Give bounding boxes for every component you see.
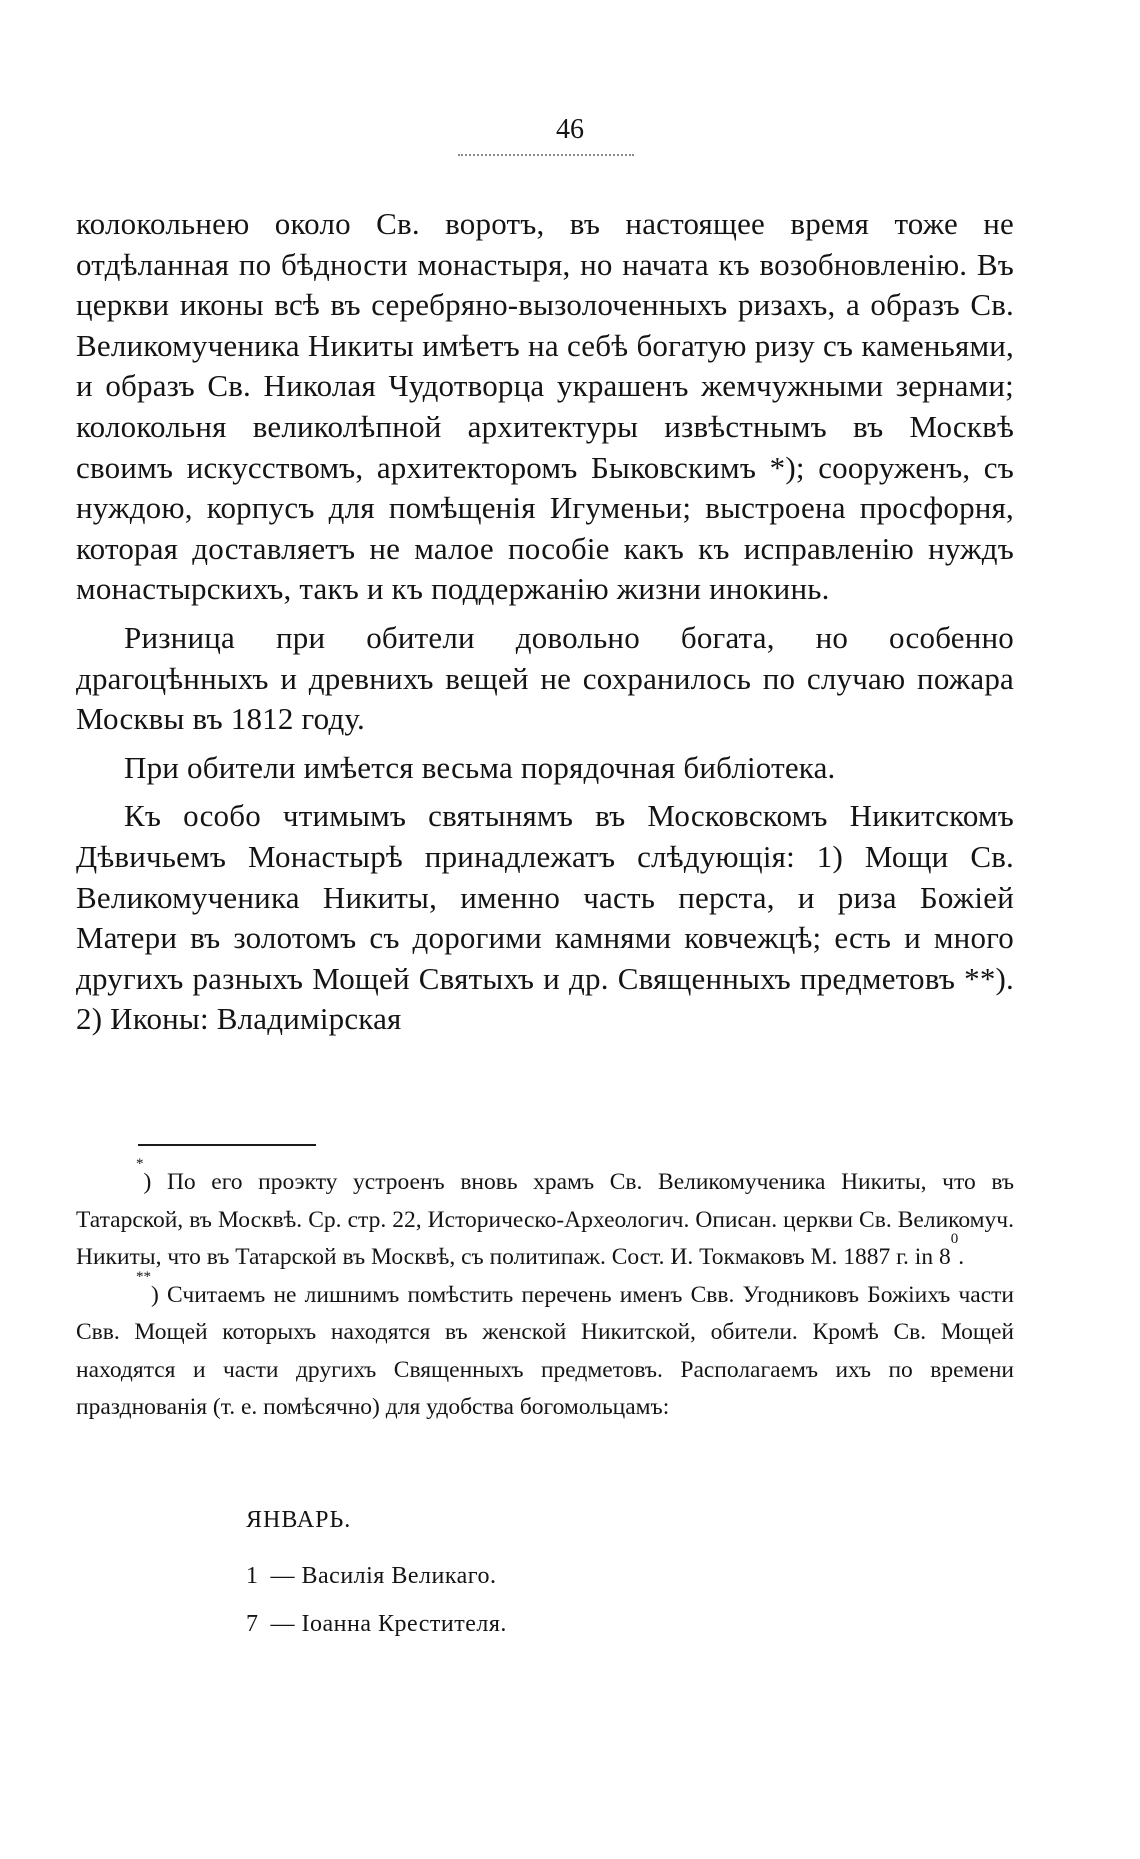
- month-heading: ЯНВАРЬ.: [246, 1507, 352, 1533]
- footnote-rule: [138, 1144, 316, 1146]
- footnote-marker: *: [136, 1156, 144, 1172]
- entry-day: 7: [246, 1611, 259, 1637]
- saints-calendar: [246, 1500, 846, 1648]
- paragraph: Ризница при обители довольно богата, но особенно драгоцѣнныхъ и древнихъ вещей не сохранилось по случаю пожара Москвы въ 1812 году.: [76, 619, 1014, 737]
- footnotes: [76, 1156, 1014, 1427]
- paragraph: Къ особо чтимымъ святынямъ въ Московскомъ Никитскомъ Дѣвичьемъ Монастырѣ принадлежатъ слѣдующія: 1) Мощи Св. Великомученика Никиты, именно часть перста, и риза Божіей Матери въ золотомъ съ дорогими камнями ковчежцѣ; есть и много другихъ разныхъ Мощей Святыхъ и др. Священныхъ предметовъ **). 2) Иконы: Владимірская: [76, 798, 1014, 1037]
- page-number-rule: [458, 154, 634, 156]
- footnote-text: ) По его проэкту устроенъ вновь храмъ Св. Великомученика Никиты, что въ Татарской, въ Москвѣ. Ср. стр. 22, Историческо-Археологич. Описан. церкви Св. Великомуч. Никиты, что въ Татарской въ Москвѣ, съ политипаж. Сост. И. Токмаковъ М. 1887 г. in 8: [76, 1169, 1014, 1270]
- entry-name: — Василія Великаго.: [270, 1563, 497, 1589]
- calendar-entry: [246, 1552, 846, 1600]
- footnote-degree: 0: [950, 1231, 959, 1247]
- calendar-entry: [246, 1600, 846, 1648]
- footnote-end: .: [958, 1244, 965, 1270]
- footnote-text: ) Считаемъ не лишнимъ помѣстить перечень именъ Свв. Угодниковъ Божіихъ части Свв. Мощей которыхъ находятся въ женской Никитской, обители. Кромѣ Св. Мощей находятся и части другихъ Священныхъ предметовъ. Располагаемъ ихъ по времени празднованія (т. е. помѣсячно) для удобства богомольцамъ:: [76, 1281, 1014, 1420]
- page-number: 46: [556, 114, 584, 145]
- paragraph: При обители имѣется весьма порядочная библіотека.: [124, 749, 836, 785]
- footnote: [76, 1268, 1014, 1427]
- entry-day: 1: [246, 1563, 259, 1589]
- entry-name: — Іоанна Крестителя.: [270, 1611, 507, 1637]
- paragraph: колокольнею около Св. воротъ, въ настоящее время тоже не отдѣланная по бѣдности монастыря, но начата къ возобновленію. Въ церкви иконы всѣ въ серебряно-вызолоченныхъ ризахъ, а образъ Св. Великомученика Никиты имѣетъ на себѣ богатую ризу съ каменьями, и образъ Св. Николая Чудотворца украшенъ жемчужными зернами; колокольня великолѣпной архитектуры извѣстнымъ въ Москвѣ своимъ искусствомъ, архитекторомъ Быковскимъ *); сооруженъ, съ нуждою, корпусъ для помѣщенія Игуменьи; выстроена просфорня, которая доставляетъ не малое пособіе какъ къ исправленію нуждъ монастырскихъ, такъ и къ поддержанію жизни инокинь.: [76, 206, 1014, 607]
- footnote-marker: **: [136, 1268, 151, 1285]
- main-text: [76, 204, 1014, 1048]
- footnote: [76, 1156, 1014, 1277]
